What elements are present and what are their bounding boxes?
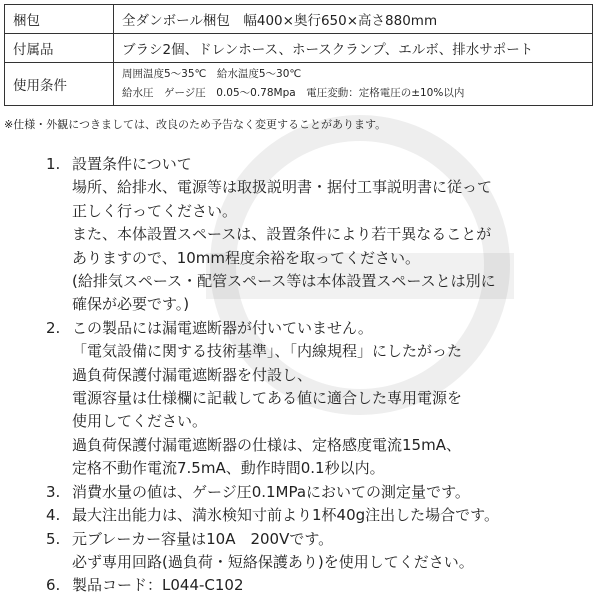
condition-line: 過負荷保護付漏電遮断器の仕様は、定格感度電流15mA、 (72, 435, 461, 454)
condition-line: 場所、給排水、電源等は取扱説明書・据付工事説明書に従って (72, 178, 493, 197)
condition-line: 定格不動作電流7.5mA、動作時間0.1秒以内。 (72, 459, 385, 478)
spec-row-packing (5, 5, 593, 34)
condition-item (46, 528, 586, 575)
spec-value: ブラシ2個、ドレンホース、ホースクランプ、エルボ、排水サポート (114, 34, 593, 63)
spec-label: 使用条件 (5, 63, 114, 106)
condition-line: ありますので、10mm程度余裕を取ってください。 (72, 248, 421, 267)
spec-row-conditions (5, 63, 593, 106)
condition-line: 過負荷保護付漏電遮断器を付設し、 (72, 365, 313, 384)
condition-line: 正しく行ってください。 (72, 201, 238, 220)
condition-line: 元ブレーカー容量は10A 200Vです。 (72, 529, 334, 548)
condition-item (46, 317, 586, 481)
condition-number: 4. (46, 506, 61, 525)
condition-item (46, 574, 586, 597)
condition-line: この製品には漏電遮断器が付いていません。 (72, 318, 373, 337)
conditions-list (46, 153, 586, 598)
spec-label: 梱包 (5, 5, 114, 34)
spec-label: 付属品 (5, 34, 114, 63)
condition-line: 製品コード：L044-C102 (72, 576, 244, 595)
condition-line: 「電気設備に関する技術基準」、「内線規程」にしたがった (72, 342, 463, 361)
spec-value (114, 63, 593, 106)
condition-line: 最大注出能力は、満氷検知寸前より1杯40g注出した場合です。 (72, 506, 499, 525)
condition-number: 1. (46, 155, 61, 173)
condition-item (46, 153, 586, 317)
condition-line: また、本体設置スペースは、設置条件により若干異なることが (72, 225, 492, 244)
condition-line: 設置条件について (72, 155, 192, 173)
spec-condition-line: 周囲温度5～35℃ 給水温度5～30℃ (122, 68, 302, 80)
spec-row-accessories (5, 34, 593, 63)
spec-value: 全ダンボール梱包 幅400×奥行650×高さ880mm (114, 5, 593, 34)
spec-note: ※仕様・外観につきましては、改良のため予告なく変更することがあります。 (4, 118, 387, 131)
condition-line: (給排気スペース・配管スペース等は本体設置スペースとは別に (72, 272, 496, 291)
condition-line: 確保が必要です。) (72, 295, 190, 314)
condition-item (46, 504, 586, 527)
condition-item (46, 481, 586, 504)
condition-line: 必ず専用回路(過負荷・短絡保護あり)を使用してください。 (72, 552, 474, 571)
spec-condition-line: 給水圧 ゲージ圧 0.05～0.78Mpa 電圧変動：定格電圧の±10%以内 (122, 87, 465, 99)
condition-line: 使用してください。 (72, 412, 208, 431)
condition-number: 6. (46, 576, 61, 595)
condition-number: 3. (46, 482, 61, 501)
condition-line: 消費水量の値は、ゲージ圧0.1MPaにおいての測定量です。 (72, 482, 470, 501)
condition-number: 2. (46, 318, 61, 337)
spec-table (4, 4, 593, 106)
condition-line: 電源容量は仕様欄に記載してある値に適合した専用電源を (72, 389, 463, 408)
condition-number: 5. (46, 529, 61, 548)
